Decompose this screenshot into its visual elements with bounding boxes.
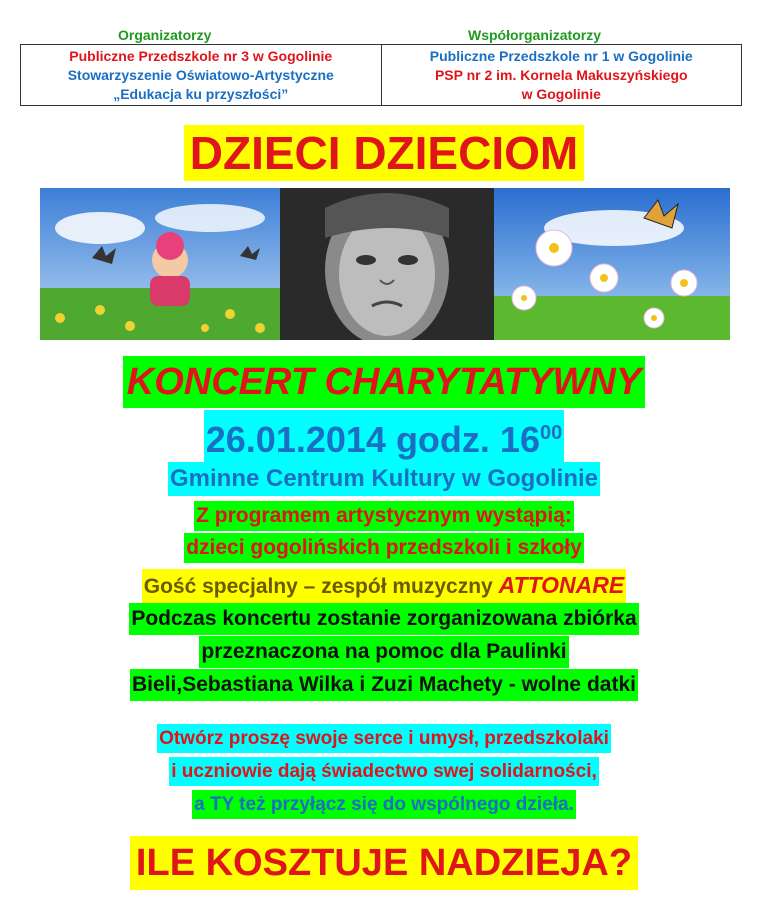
special-guest-band: ATTONARE	[498, 572, 625, 598]
cosmos-flowers-butterfly-photo	[494, 188, 730, 340]
organizers-heading: Organizatorzy	[118, 27, 212, 43]
co-organizers-heading: Współorganizatorzy	[468, 27, 602, 43]
special-guest-label: Gość specjalny – zespół muzyczny	[143, 575, 499, 598]
appeal-line: Otwórz proszę swoje serce i umysł, przedszkolaki	[157, 724, 611, 753]
co-organizer-line: PSP nr 2 im. Kornela Makuszyńskiego	[434, 67, 688, 83]
appeal-line: a TY też przyłącz się do wspólnego dzieła.	[192, 790, 576, 819]
event-name: KONCERT CHARYTATYWNY	[123, 356, 645, 408]
appeal-row	[0, 790, 768, 819]
baby-in-meadow-photo	[40, 188, 280, 340]
event-venue: Gminne Centrum Kultury w Gogolinie	[168, 462, 600, 496]
poster-title-row	[0, 125, 768, 181]
collection-row	[0, 636, 768, 668]
collection-line: przeznaczona na pomoc dla Paulinki	[199, 636, 568, 668]
event-date-row	[0, 410, 768, 463]
closing-row	[0, 836, 768, 890]
organizers-table	[20, 44, 742, 106]
collection-line: Bieli,Sebastiana Wilka i Zuzi Machety - wolne datki	[130, 669, 638, 701]
event-time-minutes: 00	[539, 422, 563, 444]
event-name-row	[0, 356, 768, 408]
organizer-line: Publiczne Przedszkole nr 3 w Gogolinie	[69, 48, 333, 64]
co-organizer-line: w Gogolinie	[521, 86, 601, 102]
program-performers-row	[0, 533, 768, 563]
event-date-text: 26.01.2014 godz. 16	[205, 419, 540, 460]
organizers-list	[21, 45, 382, 105]
appeal-row	[0, 757, 768, 786]
event-venue-row	[0, 462, 768, 496]
appeal-line: i uczniowie dają świadectwo swej solidarności,	[169, 757, 599, 786]
event-date-time	[204, 410, 564, 463]
co-organizer-line: Publiczne Przedszkole nr 1 w Gogolinie	[429, 48, 693, 64]
organizer-line: „Edukacja ku przyszłości”	[113, 86, 289, 102]
appeal-row	[0, 724, 768, 753]
collection-row	[0, 603, 768, 635]
co-organizers-list	[382, 45, 742, 105]
program-performers: dzieci gogolińskich przedszkoli i szkoły	[184, 533, 584, 563]
special-guest-row	[0, 569, 768, 603]
special-guest	[142, 569, 626, 603]
organizer-line: Stowarzyszenie Oświatowo-Artystyczne	[67, 67, 334, 83]
program-heading: Z programem artystycznym wystąpią:	[194, 501, 574, 531]
poster-title: DZIECI DZIECIOM	[184, 125, 584, 181]
crying-girl-drawing	[280, 188, 494, 340]
closing-question: ILE KOSZTUJE NADZIEJA?	[130, 836, 638, 890]
program-heading-row	[0, 501, 768, 531]
collection-line: Podczas koncertu zostanie zorganizowana zbiórka	[129, 603, 638, 635]
collection-row	[0, 669, 768, 701]
